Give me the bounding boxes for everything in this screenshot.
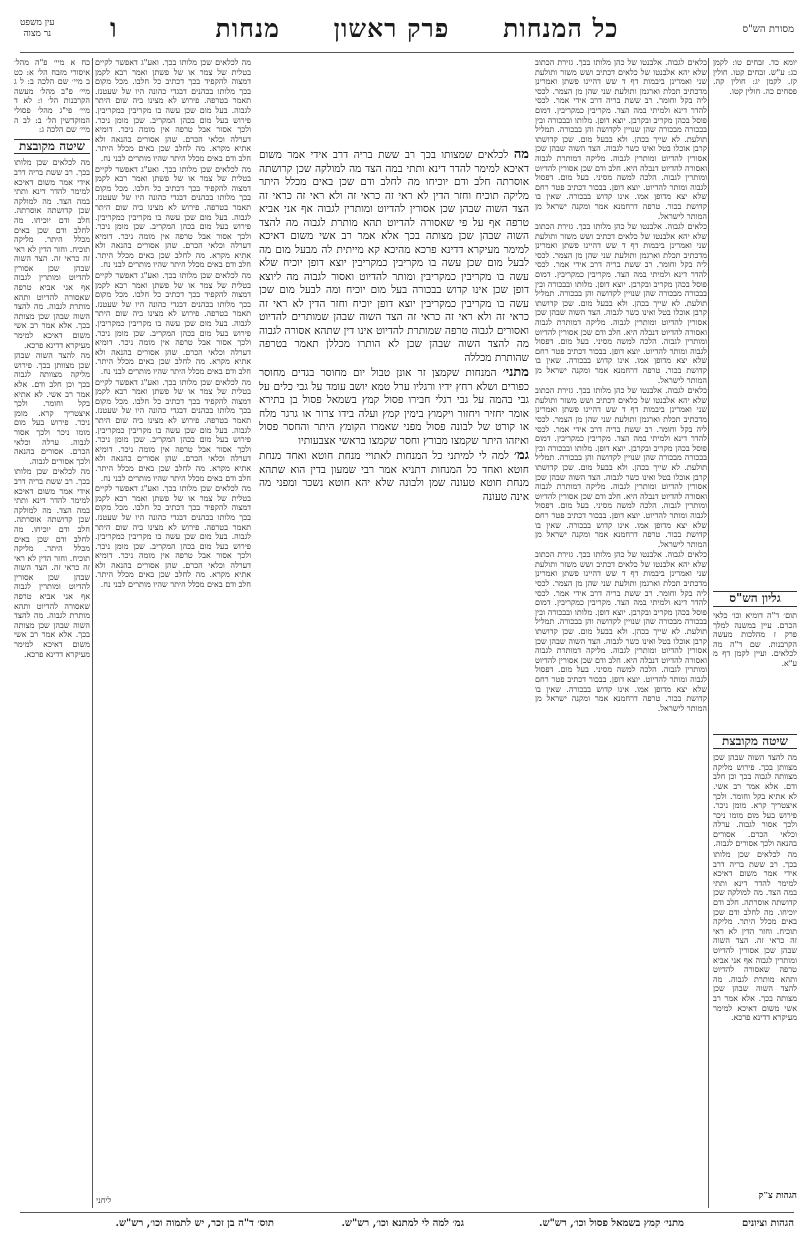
footer-rule bbox=[20, 1212, 794, 1213]
ein-mishpat-label-1: עין משפט bbox=[20, 18, 55, 28]
rashi-column bbox=[535, 58, 707, 1128]
title-tractate: מנחות bbox=[215, 14, 280, 43]
gilyon-heading: גליון הש"ס bbox=[713, 591, 797, 607]
shita-text-right-2: מה לכלאים שכן מלותו בכך. רב ששת בריה דרב אידי אמר משום דאיכא למימר להדר דינא ותתי במה הצד. מה למולקה שכן קדושתה אוסרתה. חלב ודם יוכיחו. מה לחלב ודם שכן באים מכלל היתר. מליקה תוכיח. וחזר הדין לא ראי זה כראי זה. הצד השוה שבהן שכן אסורין להדיוט ומותרין לגבוה אף אני אביא טרפה שאסורה להדיוט ותהא מותרת לגבוה. מה להצד השוה שבהן שכן מצותה בכך. אלא אמר רב אשי משום דאיכא למימר מעיקרא דדינא פרכא. bbox=[713, 850, 797, 1023]
gemara-block bbox=[259, 449, 529, 504]
title-chapter-number: פרק ראשון bbox=[333, 14, 450, 43]
masoret-hashas-label: מסורת הש"ס bbox=[742, 24, 794, 35]
ein-mishpat-label bbox=[20, 18, 54, 40]
gilyon-text: תום׳ ד"ה דומיא וכו׳ כלאי הכרם. עיין במשנה למלך פרק ז מהלכות מעשה הקרבנות. שם ד"ה מה לכלאים. ועיין לקמן דף מ ע"א. bbox=[713, 610, 797, 668]
mishna-text: המנחות שקמצן זר אונן טבול יום מחוסר בגדים מחוסר כפורים ושלא רחץ ידיו ורגליו ערל טמא יושב עומד על גבי כלים על גבי בהמה על גבי רגלי חבירו פסול קמץ בשמאל פסול בן בתירא אומר יחזיר ויחזור ויקמוץ בימין קמץ ועלה בידו צרור או גרגר מלח או קורט של לבונה פסול מפני שאמרו הקומץ היתר והחסר פסול ואיזהו היתר שקמצו מבורץ וחסר שקמצו בראשי אצבעותיו bbox=[259, 367, 529, 447]
page-header bbox=[20, 14, 794, 50]
gemara-marker: גמ׳ bbox=[514, 448, 529, 463]
hagahot-tzk: הגהות צ"ק bbox=[758, 1192, 797, 1201]
rashi-text: כלאים לגבוה. אלבנטו של כהן מלותו בכך. גזירת הכתוב שלא יהא אלבנטו של כלאים דכתיב ושש משזר ותולעת שני ואמרינן ביבמות דף ד שש דהיינו פשתן ואמרינן מדכתיב תכלת וארגמן ותולעת שני שהן מן הצמר. לכסי ליה בקל וחומר. רב ששת בריה דרב אידי אמר. לכסי להדר דינא ולמיתי במה הצד. מקריבין כמקריבין. דמום פוסל בכהן מקריב ובקרבן. יוצא דופן. מלותו ובבכורה ובין בבכורה מבכורה שהן שנויין לקדושה והן בבכורה. תמליל תולעת. לא שייך בכהן. ולא בבעל מום. שכן קדושתו קרבן אוכלו בטל ואינו כשר לגבוה. הצד השוה שבהן שכן אסורין להדיוט ומותרין לגבוה. מליקה דמותרת לגבוה ואסורה להדיוט דנבלה היא. חלב ודם שכן אסורין להדיוט ומותרין לגבוה. הלכה למשה מסיני. בעל מום. דפסול לגבוה ומותר להדיוט. יוצא דופן. בבכור דכתיב פטר רחם שלא יצא מדופן אמו. אינו קדוש בבכורה. שאין בו קדושת בכור. טרפה דרחמנא אמר ומקנה ישראל מן המותר לישראל. bbox=[535, 58, 707, 221]
masoret-text: יומא כד. זבחים טו: לקמן כג: ע"ש. זבחים קטו. חולין קז. לקמן יג: חולין קה. פסחים כה. חולין קטו. bbox=[713, 58, 797, 96]
tosafot-text-cont-2: מה לכלאים שכן מלותו בכך. ואע"ג דאפשר לקיים בטלית של צמר או של פשתן ואמר רבא לקמן דמצוה להקפיד בכך דכתיב כל חלבו. מכל מקום בכך מלותו בכהנים דבגדי כהונה היו של שעטנז. תאמר בטרפה. פירוש לא מצינו ביה שום היתר לגבוה. בעל מום שכן עשה בו מקריבין כמקריבין. פירוש בעל מום בכהן המקריב. שכן מומן ניכר. ולכך אסור אבל טרפה אין מומה ניכר. דומיא דערלה וכלאי הכרם. שהן אסורים בהנאה ולא אתיא מקרא. מה לחלב שכן באים מכלל היתר. חלב ודם באים מכלל היתר שהיו מותרים לבני נח. bbox=[95, 271, 251, 376]
title-tractate-chapter: כל המנחות bbox=[503, 14, 619, 43]
header-rule bbox=[20, 52, 794, 53]
gemara-text: למה לי למיתני כל המנחות לאתויי מנחת חוטא ואחד מנחת חוטא ואחד כל המנחות דתניא אמר רבי שמעון בדין הוא שתהא מנחת חוטא טעונה שמן ולבונה שלא יהא חוטא נשכר ומפני מה אינה טעונה bbox=[259, 450, 529, 503]
col-rule-2 bbox=[708, 58, 709, 1208]
ein-mishpat-column bbox=[14, 58, 90, 1206]
gemara-opening bbox=[259, 148, 529, 365]
catchword: ליחני bbox=[96, 1196, 112, 1205]
shita-heading-right: שיטה מקובצת bbox=[713, 734, 797, 750]
rashi-text-cont-3: כלאים לגבוה. אלבנטו של כהן מלותו בכך. גזירת הכתוב שלא יהא אלבנטו של כלאים דכתיב ושש משזר ותולעת שני ואמרינן ביבמות דף ד שש דהיינו פשתן ואמרינן מדכתיב תכלת וארגמן ותולעת שני שהן מן הצמר. לכסי ליה בקל וחומר. רב ששת בריה דרב אידי אמר. לכסי להדר דינא ולמיתי במה הצד. מקריבין כמקריבין. דמום פוסל בכהן מקריב ובקרבן. יוצא דופן. מלותו ובבכורה ובין בבכורה מבכורה שהן שנויין לקדושה והן בבכורה. תמליל תולעת. לא שייך בכהן. ולא בבעל מום. שכן קדושתו קרבן אוכלו בטל ואינו כשר לגבוה. הצד השוה שבהן שכן אסורין להדיוט ומותרין לגבוה. מליקה דמותרת לגבוה ואסורה להדיוט דנבלה היא. חלב ודם שכן אסורין להדיוט ומותרין לגבוה. הלכה למשה מסיני. בעל מום. דפסול לגבוה ומותר להדיוט. יוצא דופן. בבכור דכתיב פטר רחם שלא יצא מדופן אמו. אינו קדוש בבכורה. שאין בו קדושת בכור. טרפה דרחמנא אמר ומקנה ישראל מן המותר לישראל. bbox=[535, 550, 707, 713]
mishna-block bbox=[259, 366, 529, 448]
page-number: ו bbox=[110, 14, 117, 44]
footer-item-1: מתני׳ קמץ בשמאל פסול וכו׳, רש"ש. bbox=[539, 1218, 684, 1229]
shita-text-left-2: מה להצד השוה שבהן שכן מצוותן בכך. פירוש מליקה מצוותה לגבוה בכך וכן חלב ודם. אלא אמר רב אשי. לא אתיא בקל וחומר. ולכך איצטריך קרא. מומן ניכר. פירוש בעל מום מומו ניכר ולכך אסור לגבוה. ערלה וכלאי הכרם. אסורים בהנאה ולכך אסורים לגבוה. bbox=[14, 351, 90, 466]
shita-text-right: מה להצד השוה שבהן שכן מצוותן בכך. פירוש מליקה מצוותה לגבוה בכך וכן חלב ודם. אלא אמר רב אשי. לא אתיא בקל וחומר. ולכך איצטריך קרא. מומן ניכר. פירוש בעל מום מומו ניכר ולכך אסור לגבוה. ערלה וכלאי הכרם. אסורים בהנאה ולכך אסורים לגבוה. bbox=[713, 753, 797, 849]
page-footer bbox=[20, 1218, 794, 1234]
shita-heading-left: שיטה מקובצת bbox=[14, 139, 90, 155]
tosafot-column bbox=[95, 58, 251, 1128]
shita-text-left: מה לכלאים שכן מלותו בכך. רב ששת בריה דרב אידי אמר משום דאיכא למימר להדר דינא ותתי במה הצד. מה למולקה שכן קדושתה אוסרתה. חלב ודם יוכיחו. מה לחלב ודם שכן באים מכלל היתר. מליקה תוכיח. וחזר הדין לא ראי זה כראי זה. הצד השוה שבהן שכן אסורין להדיוט ומותרין לגבוה אף אני אביא טרפה שאסורה להדיוט ותהא מותרת לגבוה. מה להצד השוה שבהן שכן מצותה בכך. אלא אמר רב אשי משום דאיכא למימר מעיקרא דדינא פרכא. bbox=[14, 158, 90, 350]
rashi-text-cont: כלאים לגבוה. אלבנטו של כהן מלותו בכך. גזירת הכתוב שלא יהא אלבנטו של כלאים דכתיב ושש משזר ותולעת שני ואמרינן ביבמות דף ד שש דהיינו פשתן ואמרינן מדכתיב תכלת וארגמן ותולעת שני שהן מן הצמר. לכסי ליה בקל וחומר. רב ששת בריה דרב אידי אמר. לכסי להדר דינא ולמיתי במה הצד. מקריבין כמקריבין. דמום פוסל בכהן מקריב ובקרבן. יוצא דופן. מלותו ובבכורה ובין בבכורה מבכורה שהן שנויין לקדושה והן בבכורה. תמליל תולעת. לא שייך בכהן. ולא בבעל מום. שכן קדושתו קרבן אוכלו בטל ואינו כשר לגבוה. הצד השוה שבהן שכן אסורין להדיוט ומותרין לגבוה. מליקה דמותרת לגבוה ואסורה להדיוט דנבלה היא. חלב ודם שכן אסורין להדיוט ומותרין לגבוה. הלכה למשה מסיני. בעל מום. דפסול לגבוה ומותר להדיוט. יוצא דופן. בבכור דכתיב פטר רחם שלא יצא מדופן אמו. אינו קדוש בבכורה. שאין בו קדושת בכור. טרפה דרחמנא אמר ומקנה ישראל מן המותר לישראל. bbox=[535, 222, 707, 385]
shita-text-left-3: מה לכלאים שכן מלותו בכך. רב ששת בריה דרב אידי אמר משום דאיכא למימר להדר דינא ותתי במה הצד. מה למולקה שכן קדושתה אוסרתה. חלב ודם יוכיחו. מה לחלב ודם שכן באים מכלל היתר. מליקה תוכיח. וחזר הדין לא ראי זה כראי זה. הצד השוה שבהן שכן אסורין להדיוט ומותרין לגבוה אף אני אביא טרפה שאסורה להדיוט ותהא מותרת לגבוה. מה להצד השוה שבהן שכן מצותה בכך. אלא אמר רב אשי משום דאיכא למימר מעיקרא דדינא פרכא. bbox=[14, 467, 90, 659]
tosafot-text-cont-3: מה לכלאים שכן מלותו בכך. ואע"ג דאפשר לקיים בטלית של צמר או של פשתן ואמר רבא לקמן דמצוה להקפיד בכך דכתיב כל חלבו. מכל מקום בכך מלותו בכהנים דבגדי כהונה היו של שעטנז. תאמר בטרפה. פירוש לא מצינו ביה שום היתר לגבוה. בעל מום שכן עשה בו מקריבין כמקריבין. פירוש בעל מום בכהן המקריב. שכן מומן ניכר. ולכך אסור אבל טרפה אין מומה ניכר. דומיא דערלה וכלאי הכרם. שהן אסורים בהנאה ולא אתיא מקרא. מה לחלב שכן באים מכלל היתר. חלב ודם באים מכלל היתר שהיו מותרים לבני נח. bbox=[95, 377, 251, 483]
page-title bbox=[170, 14, 664, 44]
gemara-column bbox=[259, 148, 529, 1048]
masoret-column bbox=[713, 58, 797, 1206]
opening-text: לכלאים שמצותו בכך רב ששת בריה דרב אידי אמר משום דאיכא למימר להדר דינא ותתי במה הצד מה למולקה שכן קרושתה אוסרתה חלב ודם יוכיחו מה לחלב ודם שכן באים מכלל היתר מליקה תוכיח וחזר הדין לא ראי זה כראי זה ולא ראי זה כראי זה הצד השוה שבהן שכן אסורין להדיוט ומותרין לגבוה אף אני אביא טרפה אף על פי שאסורה להדיוט תהא מותרת לגבוה מה להצד השוה שבהן שכן מצותה בכך אלא אמר רב אשי משום דאיכא למימר מעיקרא דדינא פרכא מהיכא קא מייתית לה מבעל מום מה לבעל מום שכן עשה בו מקריבין כמקריבין יוצא דופן יוכיח שלא עשה בו מקריבין כמקריבין ומותר להדיוט ואסור לגבוה מה ליוצא דופן שכן אינו קדוש בבכורה בעל מום יוכיח ומה לבעל מום שכן עשה בו מקריבין כמקריבין יוצא דופן יוכיח וחזר הדין לא ראי זה כראי זה ולא ראי זה כראי זה הצד השוה שבהן שמותרים להדיוט ואסורים לגבוה טרפה שמותרת להדיוט אינו דין שתהא אסורה לגבוה מה להצד השוה שבהן שכן לא הותרו מכללן תאמר בטרפה שהותרת מכללה bbox=[259, 149, 529, 364]
ein-mishpat-label-2: נר מצוה bbox=[23, 29, 52, 39]
rashi-text-cont-2: כלאים לגבוה. אלבנטו של כהן מלותו בכך. גזירת הכתוב שלא יהא אלבנטו של כלאים דכתיב ושש משזר ותולעת שני ואמרינן ביבמות דף ד שש דהיינו פשתן ואמרינן מדכתיב תכלת וארגמן ותולעת שני שהן מן הצמר. לכסי ליה בקל וחומר. רב ששת בריה דרב אידי אמר. לכסי להדר דינא ולמיתי במה הצד. מקריבין כמקריבין. דמום פוסל בכהן מקריב ובקרבן. יוצא דופן. מלותו ובבכורה ובין בבכורה מבכורה שהן שנויין לקדושה והן בבכורה. תמליל תולעת. לא שייך בכהן. ולא בבעל מום. שכן קדושתו קרבן אוכלו בטל ואינו כשר לגבוה. הצד השוה שבהן שכן אסורין להדיוט ומותרין לגבוה. מליקה דמותרת לגבוה ואסורה להדיוט דנבלה היא. חלב ודם שכן אסורין להדיוט ומותרין לגבוה. הלכה למשה מסיני. בעל מום. דפסול לגבוה ומותר להדיוט. יוצא דופן. בבכור דכתיב פטר רחם שלא יצא מדופן אמו. אינו קדוש בבכורה. שאין בו קדושת בכור. טרפה דרחמנא אמר ומקנה ישראל מן המותר לישראל. bbox=[535, 386, 707, 549]
tosafot-text-cont-4: מה לכלאים שכן מלותו בכך. ואע"ג דאפשר לקיים בטלית של צמר או של פשתן ואמר רבא לקמן דמצוה להקפיד בכך דכתיב כל חלבו. מכל מקום בכך מלותו בכהנים דבגדי כהונה היו של שעטנז. תאמר בטרפה. פירוש לא מצינו ביה שום היתר לגבוה. בעל מום שכן עשה בו מקריבין כמקריבין. פירוש בעל מום בכהן המקריב. שכן מומן ניכר. ולכך אסור אבל טרפה אין מומה ניכר. דומיא דערלה וכלאי הכרם. שהן אסורים בהנאה ולא אתיא מקרא. מה לחלב שכן באים מכלל היתר. חלב ודם באים מכלל היתר שהיו מותרים לבני נח. bbox=[95, 484, 251, 590]
ein-mishpat-text: כח א מיי׳ פ"ה מהל׳ איסורי מזבח הל׳ א: כט ב מיי׳ שם הלכה ב: ל ג מיי׳ פ"ב מהל׳ מעשה הקרבנות הל׳ ו: לא ד מיי׳ פי"ג מהל׳ פסולי המוקדשין הל׳ ב: לב ה מיי׳ שם הלכה ג: bbox=[14, 58, 90, 135]
footer-item-2: גמ׳ למה לי למתנא וכו׳, רש"ש. bbox=[341, 1218, 464, 1229]
tosafot-text: מה לכלאים שכן מלותו בכך. ואע"ג דאפשר לקיים בטלית של צמר או של פשתן ואמר רבא לקמן דמצוה להקפיד בכך דכתיב כל חלבו. מכל מקום בכך מלותו בכהנים דבגדי כהונה היו של שעטנז. תאמר בטרפה. פירוש לא מצינו ביה שום היתר לגבוה. בעל מום שכן עשה בו מקריבין כמקריבין. פירוש בעל מום בכהן המקריב. שכן מומן ניכר. ולכך אסור אבל טרפה אין מומה ניכר. דומיא דערלה וכלאי הכרם. שהן אסורים בהנאה ולא אתיא מקרא. מה לחלב שכן באים מכלל היתר. חלב ודם באים מכלל היתר שהיו מותרים לבני נח. bbox=[95, 58, 251, 163]
footer-hagahot: הגהות וציונים bbox=[741, 1218, 794, 1229]
mishna-marker: מתני׳ bbox=[502, 365, 529, 380]
footer-item-3: תוס׳ ד"ה בן זכר, יש לתמוה וכו׳, רש"ש. bbox=[115, 1218, 274, 1229]
tosafot-text-cont: מה לכלאים שכן מלותו בכך. ואע"ג דאפשר לקיים בטלית של צמר או של פשתן ואמר רבא לקמן דמצוה להקפיד בכך דכתיב כל חלבו. מכל מקום בכך מלותו בכהנים דבגדי כהונה היו של שעטנז. תאמר בטרפה. פירוש לא מצינו ביה שום היתר לגבוה. בעל מום שכן עשה בו מקריבין כמקריבין. פירוש בעל מום בכהן המקריב. שכן מומן ניכר. ולכך אסור אבל טרפה אין מומה ניכר. דומיא דערלה וכלאי הכרם. שהן אסורים בהנאה ולא אתיא מקרא. מה לחלב שכן באים מכלל היתר. חלב ודם באים מכלל היתר שהיו מותרים לבני נח. bbox=[95, 164, 251, 270]
col-rule-1 bbox=[92, 58, 93, 1208]
opening-word: מה bbox=[513, 148, 529, 162]
